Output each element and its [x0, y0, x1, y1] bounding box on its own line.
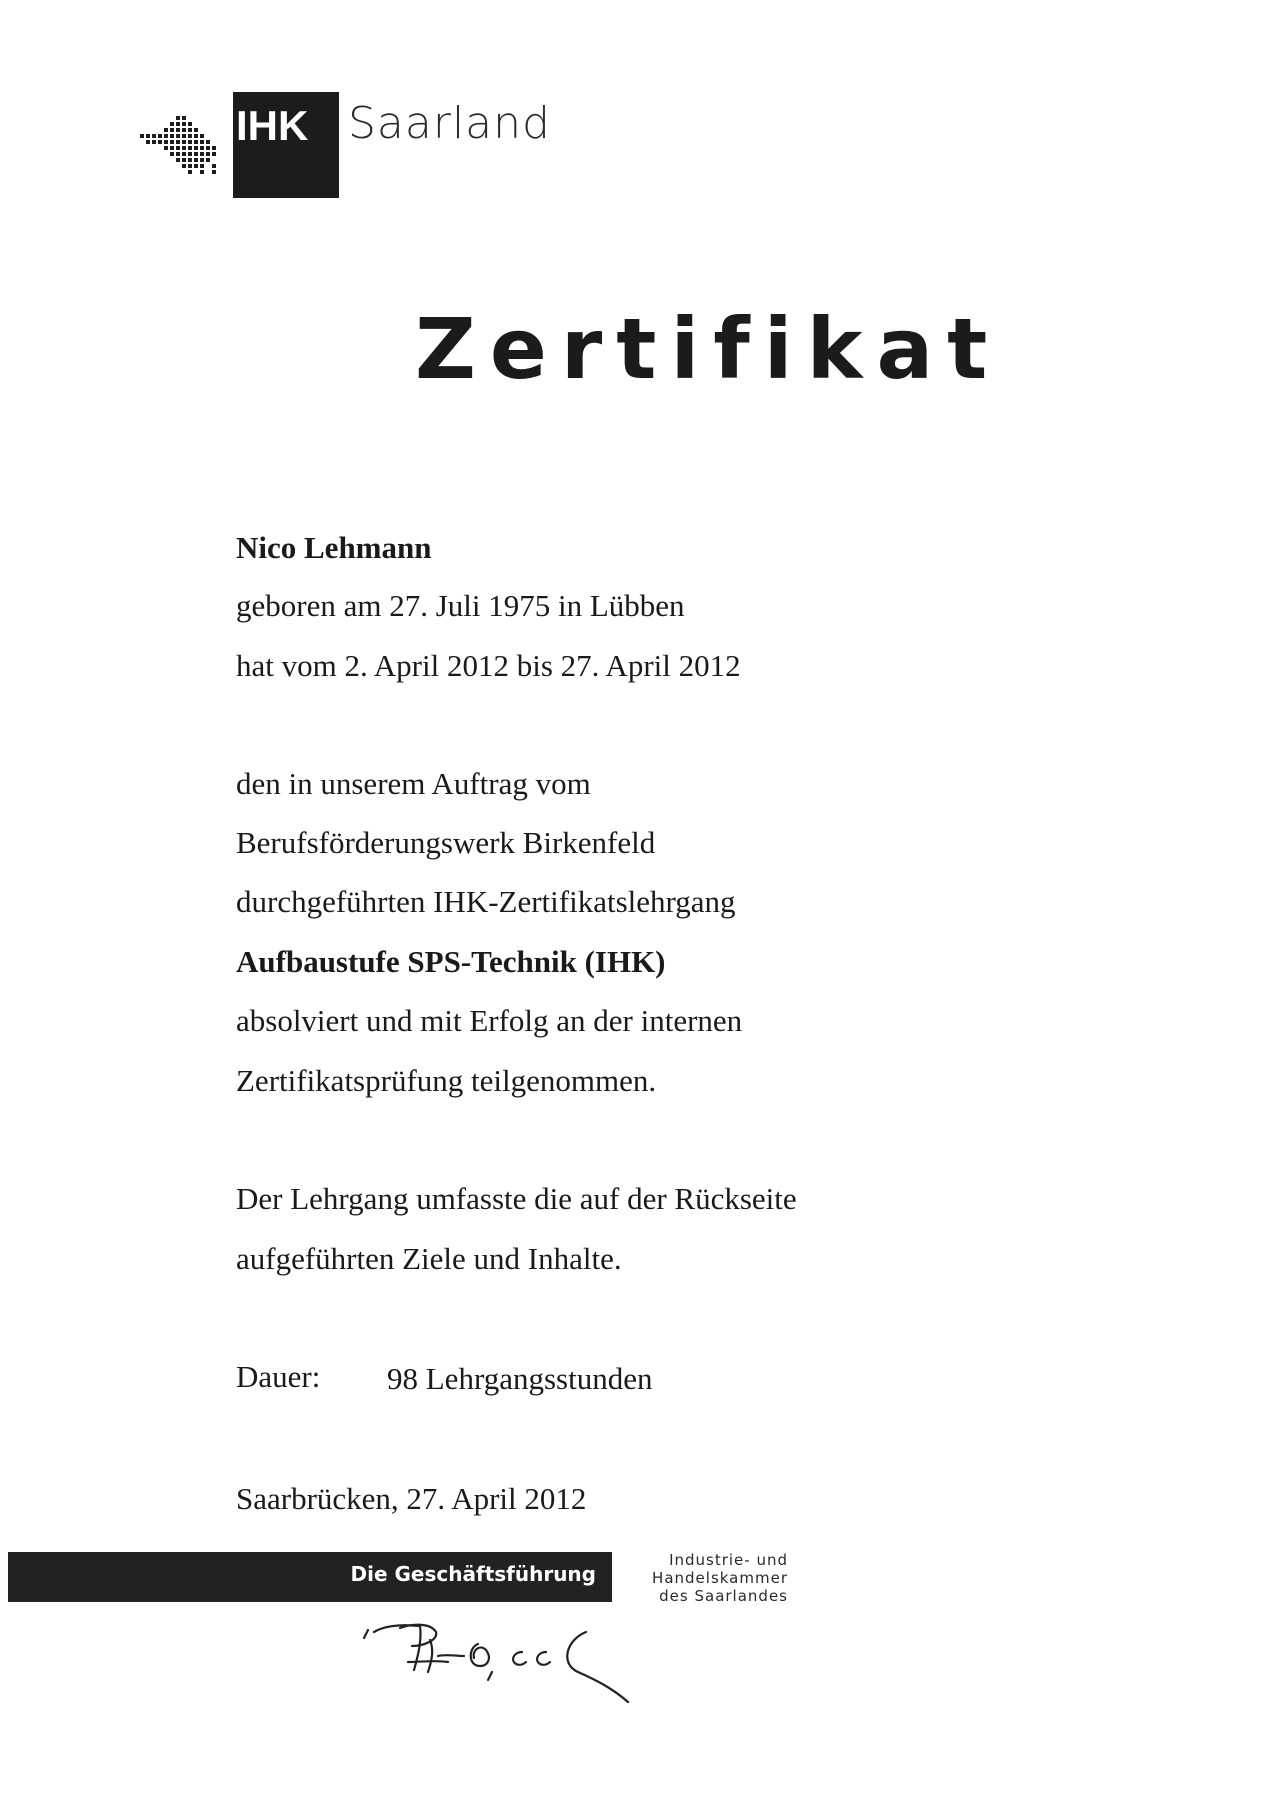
chamber-line-2: Handelskammer [652, 1569, 788, 1587]
management-label: Die Geschäftsführung [350, 1562, 596, 1586]
certificate-title: Zertifikat [415, 300, 1002, 398]
course-line-1: den in unserem Auftrag vom [236, 766, 591, 801]
chamber-line-3: des Saarlandes [659, 1587, 788, 1605]
ihk-logo-box [233, 92, 339, 198]
period-line: hat vom 2. April 2012 bis 27. April 2012 [236, 648, 741, 683]
recipient-name: Nico Lehmann [236, 530, 432, 565]
chamber-name [648, 1551, 788, 1605]
course-line-3: durchgeführten IHK-Zertifikatslehrgang [236, 884, 736, 919]
logo-region-name: Saarland [348, 98, 551, 149]
place-date: Saarbrücken, 27. April 2012 [236, 1481, 587, 1516]
duration-value: 98 Lehrgangsstunden [387, 1361, 653, 1396]
duration-label: Dauer: [236, 1359, 321, 1394]
chamber-line-1: Industrie- und [669, 1551, 788, 1569]
scope-line-1: Der Lehrgang umfasste die auf der Rückseite [236, 1181, 797, 1216]
birth-line: geboren am 27. Juli 1975 in Lübben [236, 588, 685, 623]
course-line-5: absolviert und mit Erfolg an der internen [236, 1003, 743, 1038]
course-name: Aufbaustufe SPS-Technik (IHK) [236, 944, 666, 979]
course-line-6: Zertifikatsprüfung teilgenommen. [236, 1063, 657, 1098]
saarland-map-icon [138, 112, 228, 182]
handwritten-signature [360, 1610, 720, 1720]
management-bar [8, 1552, 612, 1602]
ihk-logo [138, 92, 558, 198]
scope-line-2: aufgeführten Ziele und Inhalte. [236, 1241, 622, 1276]
ihk-logo-text: IHK [236, 102, 309, 149]
course-line-2: Berufsförderungswerk Birkenfeld [236, 825, 656, 860]
